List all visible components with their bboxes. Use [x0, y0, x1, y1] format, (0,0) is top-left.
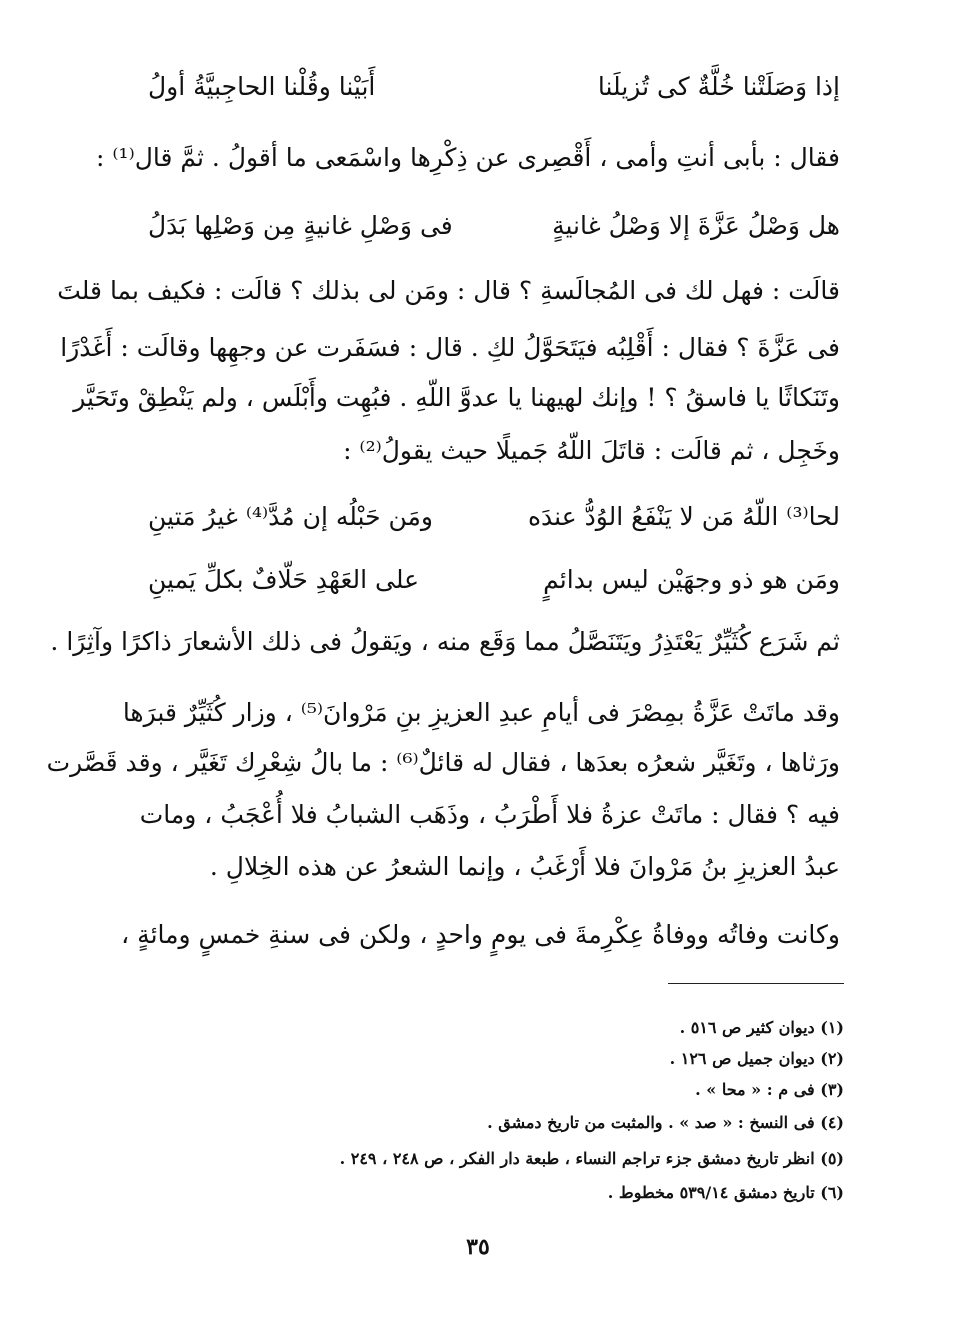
verse-hemistich: هل وَصْلُ عَزَّةَ إلا وَصْلُ غانيةٍ — [552, 211, 840, 240]
footnote-divider — [668, 983, 844, 984]
verse-3 — [148, 497, 840, 537]
footnote: (٢) ديوان جميل ص ١٢٦ . — [669, 1049, 844, 1068]
footnote: (٦) تاريخ دمشق ٥٣٩/١٤ مخطوط . — [607, 1183, 844, 1202]
prose-line: فيه ؟ فقال : ماتَتْ عزةُ فلا أَطْرَبُ ، وذَهَب الشبابُ فلا أُعْجَبُ ، ومات — [139, 800, 840, 829]
footnote: (٥) انظر تاريخ دمشق جزء تراجم النساء ، طبعة دار الفكر ، ص ٢٤٨ ، ٢٤٩ . — [339, 1149, 844, 1168]
footnote: (٣) فى م : « محا » . — [695, 1080, 844, 1099]
footnote: (١) ديوان كثير ص ٥١٦ . — [679, 1018, 844, 1037]
verse-hemistich: ومَن حَبْلُه إن مُدَّ⁽⁴⁾ غيرُ مَتينِ — [148, 502, 433, 531]
prose-line: ثم شَرَع كُثَيِّرٌ يَعْتَذِرُ ويَتَنَصَّلُ مما وَقَع منه ، ويَقولُ فى ذلك الأشعارَ ذاكرًا وآثِرًا . — [50, 627, 840, 656]
page-number: ٣٥ — [466, 1234, 490, 1260]
prose-line: قالَت : فهل لك فى المُجالَسةِ ؟ قال : ومَن لى بذلك ؟ قالَت : فكيف بما قلتَ — [57, 276, 840, 305]
verse-2 — [148, 206, 840, 246]
verse-hemistich: على العَهْدِ حَلّافٌ بكلِّ يَمينِ — [148, 565, 420, 594]
verse-hemistich: ومَن هو ذو وجهَيْن ليس بدائمٍ — [543, 565, 840, 594]
prose-line: عبدُ العزيزِ بنُ مَرْوانَ فلا أَرْغَبُ ، وإنما الشعرُ عن هذه الخِلالِ . — [209, 852, 840, 881]
prose-line: وتَنَكاثًا يا فاسقُ ؟ ! وإنك لهيهنا يا عدوَّ اللّهِ . فبُهِت وأَبْلَس ، ولم يَنْطِقْ وتَحَيَّر — [73, 383, 840, 412]
verse-hemistich: إذا وَصَلَتْنا خُلَّةٌ كى تُزيلَنا — [597, 72, 840, 101]
prose-line: وكانت وفاتُه ووفاةُ عِكْرِمةَ فى يومٍ واحدٍ ، ولكن فى سنةِ خمسٍ ومائةٍ ، — [121, 920, 840, 949]
prose-line: فقال : بأبى أنتِ وأمى ، أَقْصِرى عن ذِكْرِها واسْمَعى ما أقولُ . ثمَّ قال⁽¹⁾ : — [96, 143, 840, 172]
prose-line: وقد ماتَتْ عَزَّةُ بمِصْرَ فى أيامِ عبدِ العزيزِ بنِ مَرْوانَ⁽⁵⁾ ، وزار كُثَيِّرٌ قبرَها — [122, 698, 840, 727]
verse-hemistich: لحا⁽³⁾ اللّهُ مَن لا يَنْفَعُ الوُدُّ عندَه — [527, 502, 840, 531]
footnote: (٤) فى النسخ : « صد » . والمثبت من تاريخ دمشق . — [487, 1113, 844, 1132]
prose-line: ورَثاها ، وتَغَيَّر شعرُه بعدَها ، فقال له قائلٌ⁽⁶⁾ : ما بالُ شِعْرِك تَغَيَّر ، وقد قَصَّرت — [46, 748, 840, 777]
verse-1 — [148, 67, 840, 107]
verse-hemistich: أَبَيْنا وقُلْنا الحاجِبيَّةُ أولُ — [148, 72, 376, 101]
verse-4 — [148, 560, 840, 600]
verse-hemistich: فى وَصْلِ غانيةٍ مِن وَصْلِها بَدَلُ — [148, 211, 453, 240]
prose-line: فى عَزَّةَ ؟ فقال : أَقْلِبُه فيَتَحَوَّلُ لكِ . قال : فسَفَرت عن وجهِها وقالَت : أَغَدْرًا — [60, 333, 840, 362]
prose-line: وخَجِل ، ثم قالَت : قاتَلَ اللّهُ جَميلًا حيث يقولُ⁽²⁾ : — [343, 436, 840, 465]
